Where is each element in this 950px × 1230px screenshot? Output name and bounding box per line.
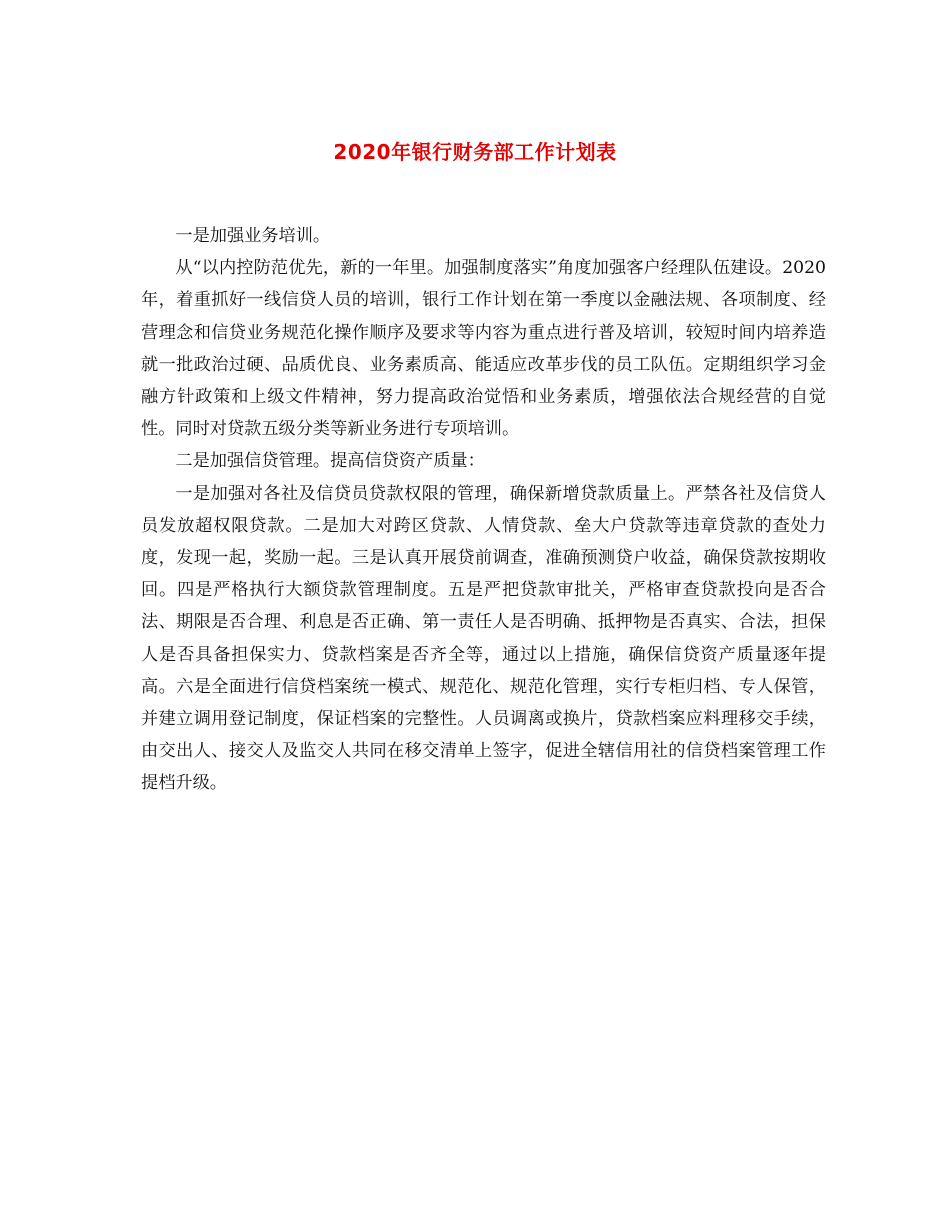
paragraph-2: 从“以内控防范优先，新的一年里。加强制度落实”角度加强客户经理队伍建设。2020年，着重抓好一线信贷人员的培训，银行工作计划在第一季度以金融法规、各项制度、经营理念和信贷业务规范化操作顺序及要求等内容为重点进行普及培训，较短时间内培养造就一批政治过硬、品质优良、业务素质高、能适应改革步伐的员工队伍。定期组织学习金融方针政策和上级文件精神，努力提高政治觉悟和业务素质，增强依法合规经营的自觉性。同时对贷款五级分类等新业务进行专项培训。: [141, 258, 826, 440]
paragraph-1: 一是加强业务培训。: [175, 226, 331, 246]
paragraph-4: 一是加强对各社及信贷员贷款权限的管理，确保新增贷款质量上。严禁各社及信贷人员发放超权限贷款。二是加大对跨区贷款、人情贷款、垒大户贷款等违章贷款的查处力度，发现一起，奖励一起。三是认真开展贷前调查，准确预测贷户收益，确保贷款按期收回。四是严格执行大额贷款管理制度。五是严把贷款审批关，严格审查贷款投向是否合法、期限是否合理、利息是否正确、第一责任人是否明确、抵押物是否真实、合法，担保人是否具备担保实力、贷款档案是否齐全等，通过以上措施，确保信贷资产质量逐年提高。六是全面进行信贷档案统一模式、规范化、规范化管理，实行专柜归档、专人保管，并建立调用登记制度，保证档案的完整性。人员调离或换片，贷款档案应料理移交手续，由交出人、接交人及监交人共同在移交清单上签字，促进全辖信用社的信贷档案管理工作提档升级。: [141, 483, 826, 794]
document-body: [141, 220, 826, 800]
document-title: 2020年银行财务部工作计划表: [333, 140, 617, 164]
paragraph-3: 二是加强信贷管理。提高信贷资产质量：: [175, 451, 485, 472]
